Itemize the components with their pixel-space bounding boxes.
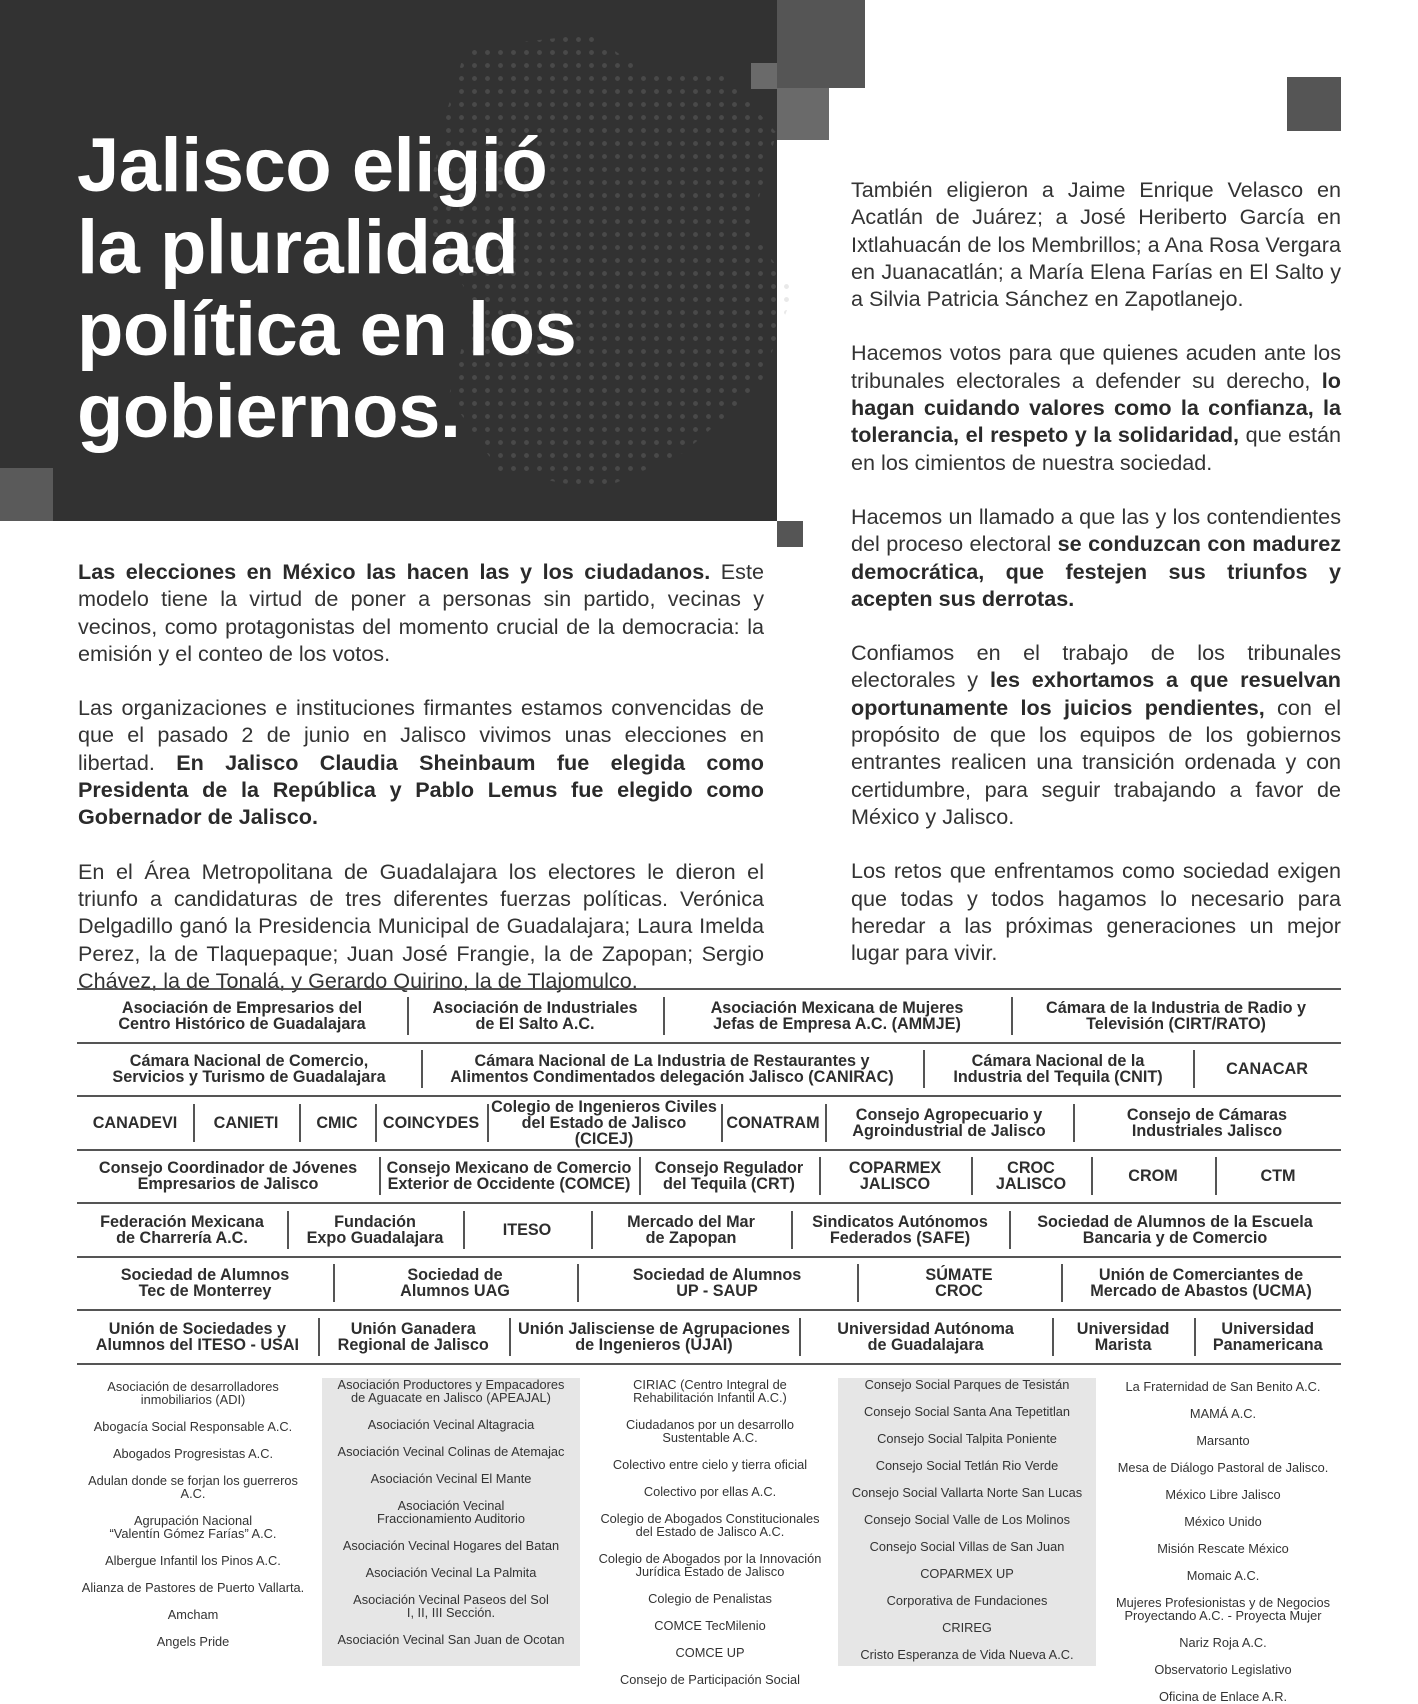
- partner-name-line: Asociación Vecinal Paseos del Sol: [353, 1592, 549, 1607]
- signer-name-line: Bancaria y de Comercio: [1082, 1228, 1268, 1247]
- signer-name-line: Mercado del Mar: [627, 1212, 755, 1231]
- partner-item: [838, 1432, 1096, 1445]
- signer-name: [407, 1000, 663, 1032]
- signer-name-line: Universidad Autónoma: [837, 1319, 1014, 1338]
- right-column: [851, 176, 1341, 993]
- signer-name: [663, 1000, 1011, 1032]
- deco-square: [1287, 77, 1341, 131]
- partner-name-line: Albergue Infantil los Pinos A.C.: [105, 1553, 281, 1568]
- partner-name-line: Asociación Vecinal La Palmita: [365, 1565, 537, 1580]
- partner-name-line: Colegio de Penalistas: [648, 1591, 772, 1606]
- partner-name-line: Fraccionamiento Auditorio: [377, 1511, 525, 1526]
- bold-text: les exhortamos a que resuelvan oportunamente los juicios pendientes,: [851, 667, 1341, 720]
- signer-name-line: Fundación: [334, 1212, 416, 1231]
- partner-list: [322, 1378, 580, 1666]
- signer-name-line: Centro Histórico de Guadalajara: [118, 1014, 366, 1033]
- signer-name-line: Marista: [1094, 1335, 1152, 1354]
- partner-item: [590, 1592, 830, 1605]
- partner-item: [590, 1458, 830, 1471]
- signer-name: [791, 1214, 1009, 1246]
- bold-text: lo hagan cuidando valores como la confianza, la tolerancia, el respeto y la solidaridad,: [851, 367, 1341, 448]
- signer-name-line: Consejo Mexicano de Comercio: [386, 1159, 632, 1178]
- partner-name-line: de Aguacate en Jalisco (APEAJAL): [351, 1390, 551, 1405]
- headline-line: política en los: [77, 287, 577, 372]
- partner-list: [1105, 1378, 1341, 1704]
- signer-name: [971, 1160, 1091, 1192]
- partner-name-line: COPARMEX UP: [920, 1566, 1014, 1581]
- partner-name-line: Angels Pride: [156, 1634, 230, 1649]
- signer-name: [1061, 1267, 1341, 1299]
- signer-name-line: JALISCO: [995, 1175, 1067, 1194]
- paragraph: [851, 857, 1341, 966]
- text: Confiamos en el trabajo de los tribunales electorales y: [851, 640, 1341, 693]
- partner-name-line: Colectivo entre cielo y tierra oficial: [612, 1457, 808, 1472]
- signer-name-line: CROM: [1128, 1167, 1178, 1186]
- partner-item: [590, 1646, 830, 1659]
- partner-name-line: Asociación Vecinal Colinas de Atemajac: [337, 1444, 565, 1459]
- signer-name: [591, 1214, 791, 1246]
- signer-name-line: Unión Ganadera: [350, 1319, 476, 1338]
- text: Hacemos votos para que quienes acuden ante los tribunales electorales a defender su derecho,: [851, 340, 1341, 393]
- signer-name-line: Consejo Coordinador de Jóvenes: [98, 1159, 358, 1178]
- signer-name: [1009, 1214, 1341, 1246]
- partner-name-line: MAMÁ A.C.: [1189, 1406, 1257, 1421]
- signer-name-line: Empresarios de Jalisco: [137, 1175, 319, 1194]
- partner-name-line: México Libre Jalisco: [1165, 1487, 1281, 1502]
- text: Los retos que enfrentamos como sociedad exigen que todas y todos hagamos lo necesario para heredar a las próximas generaciones un mejor lugar para vivir.: [851, 858, 1341, 966]
- signer-name-line: ITESO: [502, 1220, 552, 1239]
- signer-name-line: Industria del Tequila (CNIT): [953, 1068, 1163, 1087]
- text: Este modelo tiene la virtud de poner a personas sin partido, vecinas y vecinos, como protagonistas del momento crucial de la democracia: la emisión y el conteo de los votos.: [78, 559, 764, 666]
- partner-name-line: Ciudadanos por un desarrollo: [626, 1417, 794, 1432]
- partner-item: [590, 1378, 830, 1404]
- signer-name-line: de Ingenieros (UJAI): [575, 1335, 733, 1354]
- partner-name-line: Mujeres Profesionistas y de Negocios: [1115, 1595, 1331, 1610]
- signer-name-line: Universidad: [1076, 1319, 1170, 1338]
- signer-name-line: Tec de Monterrey: [138, 1282, 272, 1301]
- paragraph: [851, 176, 1341, 312]
- signer-name-line: de Zapopan: [645, 1228, 737, 1247]
- partner-name-line: COMCE UP: [675, 1645, 745, 1660]
- partner-item: [1105, 1596, 1341, 1622]
- signers-row: [77, 1097, 1341, 1151]
- partner-item: [77, 1554, 309, 1567]
- partner-name-line: Asociación Productores y Empacadores: [337, 1377, 565, 1392]
- bold-text: En Jalisco Claudia Sheinbaum fue elegida como Presidenta de la República y Pablo Lemus fue elegido como Gobernador de Jalisco.: [78, 749, 764, 830]
- partner-item: [1105, 1380, 1341, 1393]
- signer-name: [487, 1099, 721, 1147]
- signer-name: [1091, 1168, 1215, 1184]
- partner-item: [590, 1619, 830, 1632]
- hero-banner: [0, 0, 777, 521]
- paragraph: [851, 503, 1341, 612]
- partner-name-line: Agrupación Nacional: [133, 1513, 253, 1528]
- text: con el propósito de que los equipos de los gobiernos entrantes realicen una transición ordenada y con certidumbre, para seguir trabajando a favor de México y Jalisco.: [851, 694, 1341, 829]
- partner-item: [322, 1539, 580, 1552]
- signer-name-line: Sociedad de Alumnos: [120, 1266, 290, 1285]
- partner-name-line: Mesa de Diálogo Pastoral de Jalisco.: [1117, 1460, 1329, 1475]
- partner-item: [590, 1512, 830, 1538]
- partner-item: [590, 1418, 830, 1444]
- signer-name-line: Alimentos Condimentados delegación Jalisco (CANIRAC): [450, 1068, 894, 1087]
- signer-name: [639, 1160, 819, 1192]
- partner-item: [1105, 1488, 1341, 1501]
- paragraph: [851, 639, 1341, 830]
- partner-item: [838, 1648, 1096, 1661]
- signer-name: [299, 1115, 375, 1131]
- signer-name: [77, 1267, 333, 1299]
- partner-item: [322, 1499, 580, 1525]
- text: También eligieron a Jaime Enrique Velasco en Acatlán de Juárez; a José Heriberto García en Ixtlahuacán de los Membrillos; a Ana Rosa Vergara en Juanacatlán; a María Elena Farías en El Salto y a Silvia Patricia Sánchez en Zapotlanejo.: [851, 177, 1341, 312]
- deco-square: [0, 468, 53, 521]
- signer-name-line: Sindicatos Autónomos: [812, 1212, 988, 1231]
- partner-list: [590, 1377, 830, 1687]
- partner-item: [322, 1445, 580, 1458]
- partner-item: [838, 1567, 1096, 1580]
- signer-name-line: del Tequila (CRT): [663, 1175, 795, 1194]
- partner-item: [77, 1474, 309, 1500]
- partner-name-line: Asociación Vecinal San Juan de Ocotan: [337, 1632, 565, 1647]
- signer-name: [1073, 1107, 1341, 1139]
- signer-name-line: CROC: [1007, 1159, 1055, 1178]
- signer-name-line: Regional de Jalisco: [337, 1335, 489, 1354]
- deco-square: [777, 521, 803, 547]
- signer-name: [375, 1115, 487, 1131]
- signer-name-line: CANACAR: [1226, 1060, 1308, 1079]
- signer-name-line: Universidad: [1221, 1319, 1315, 1338]
- partner-name-line: Momaic A.C.: [1186, 1568, 1260, 1583]
- partner-name-line: Cristo Esperanza de Vida Nueva A.C.: [860, 1647, 1074, 1662]
- partner-item: [1105, 1407, 1341, 1420]
- signer-name: [287, 1214, 463, 1246]
- partner-name-line: Amcham: [167, 1607, 219, 1622]
- signer-name: [1193, 1061, 1341, 1077]
- partner-name-line: Abogacía Social Responsable A.C.: [93, 1419, 293, 1434]
- signer-name: [923, 1053, 1193, 1085]
- deco-square: [777, 88, 829, 140]
- partner-item: [838, 1459, 1096, 1472]
- paragraph: [851, 339, 1341, 475]
- partner-name-line: Rehabilitación Infantil A.C.): [633, 1390, 787, 1405]
- partner-name-line: Alianza de Pastores de Puerto Vallarta.: [81, 1580, 305, 1595]
- partner-name-line: Consejo Social Talpita Poniente: [877, 1431, 1057, 1446]
- signer-name: [463, 1222, 591, 1238]
- signer-name: [421, 1053, 923, 1085]
- signers-table: [77, 988, 1341, 1365]
- text: En el Área Metropolitana de Guadalajara los electores le dieron el triunfo a candidaturas de tres diferentes fuerzas políticas. Verónica Delgadillo ganó la Presidencia Municipal de Guadalajara; Laura Imelda Perez, la de Tlaquepaque; Juan José Frangie, la de Zapopan; Sergio Chávez, la de Tonalá, y Gerardo Quirino, la de Tlajomulco.: [78, 858, 764, 993]
- signer-name-line: Sociedad de Alumnos: [632, 1266, 802, 1285]
- partner-item: [322, 1472, 580, 1485]
- partner-item: [1105, 1542, 1341, 1555]
- signer-name-line: Federados (SAFE): [829, 1228, 971, 1247]
- signer-name: [509, 1321, 800, 1353]
- signer-name-line: Jefas de Empresa A.C. (AMMJE): [713, 1014, 961, 1033]
- signer-name: [77, 1000, 407, 1032]
- partner-name-line: del Estado de Jalisco A.C.: [635, 1524, 785, 1539]
- signer-name: [77, 1214, 287, 1246]
- partner-name-line: “Valentín Gómez Farías” A.C.: [109, 1526, 277, 1541]
- signer-name-line: Asociación de Empresarios del: [121, 998, 363, 1017]
- partner-item: [838, 1513, 1096, 1526]
- signers-row: [77, 1151, 1341, 1205]
- partner-name-line: Nariz Roja A.C.: [1179, 1635, 1267, 1650]
- headline-line: la pluralidad: [77, 205, 519, 290]
- signer-name: [1011, 1000, 1341, 1032]
- partner-item: [77, 1380, 309, 1406]
- partner-item: [322, 1593, 580, 1619]
- paragraph: [78, 858, 764, 994]
- signer-name-line: COINCYDES: [382, 1113, 480, 1132]
- signer-name-line: CTM: [1260, 1167, 1296, 1186]
- text: que están en los cimientos de nuestra sociedad.: [851, 422, 1341, 475]
- partner-name-line: COMCE TecMilenio: [654, 1618, 766, 1633]
- signer-name: [819, 1160, 971, 1192]
- text: Las organizaciones e instituciones firmantes estamos convencidas de que el pasado 2 de junio en Jalisco vivimos unas elecciones en libertad.: [78, 695, 764, 775]
- partner-item: [838, 1378, 1096, 1391]
- signer-name-line: Mercado de Abastos (UCMA): [1090, 1282, 1312, 1301]
- partner-name-line: Proyectando A.C. - Proyecta Mujer: [1124, 1608, 1322, 1623]
- partner-item: [1105, 1663, 1341, 1676]
- partner-item: [590, 1485, 830, 1498]
- partner-name-line: Corporativa de Fundaciones: [886, 1593, 1048, 1608]
- signer-name-line: de El Salto A.C.: [475, 1014, 595, 1033]
- partner-item: [77, 1608, 309, 1621]
- signer-name: [577, 1267, 857, 1299]
- signer-name: [77, 1053, 421, 1085]
- signers-row: [77, 1044, 1341, 1098]
- deco-square: [751, 63, 777, 89]
- signer-name-line: de Charrería A.C.: [116, 1228, 248, 1247]
- signer-name-line: Sociedad de: [407, 1266, 503, 1285]
- signer-name-line: Unión Jalisciense de Agrupaciones: [518, 1319, 790, 1338]
- partner-name-line: Colectivo por ellas A.C.: [643, 1484, 777, 1499]
- signer-name-line: CMIC: [316, 1113, 358, 1132]
- partner-name-line: inmobiliarios (ADI): [140, 1392, 246, 1407]
- partner-list: [838, 1378, 1096, 1666]
- signer-name-line: SÚMATE: [925, 1266, 993, 1285]
- signer-name: [721, 1115, 825, 1131]
- partner-item: [838, 1540, 1096, 1553]
- partner-item: [1105, 1515, 1341, 1528]
- partner-name-line: Oficina de Enlace A.R.: [1158, 1689, 1288, 1704]
- signer-name-line: Exterior de Occidente (COMCE): [387, 1175, 631, 1194]
- signers-row: [77, 990, 1341, 1044]
- partner-item: [77, 1447, 309, 1460]
- signer-name-line: CONATRAM: [726, 1113, 820, 1132]
- partner-item: [322, 1418, 580, 1431]
- partner-item: [838, 1621, 1096, 1634]
- signer-name-line: Consejo Regulador: [654, 1159, 804, 1178]
- partner-item: [77, 1581, 309, 1594]
- signer-name-line: CANADEVI: [92, 1113, 178, 1132]
- partner-item: [1105, 1569, 1341, 1582]
- partner-name-line: Colegio de Abogados por la Innovación: [598, 1551, 822, 1566]
- partner-item: [590, 1673, 830, 1686]
- partner-item: [838, 1405, 1096, 1418]
- partner-name-line: CIRIAC (Centro Integral de: [633, 1377, 787, 1392]
- partner-name-line: Asociación Vecinal El Mante: [370, 1471, 532, 1486]
- partner-item: [1105, 1636, 1341, 1649]
- signers-row: [77, 1258, 1341, 1312]
- signer-name-line: Consejo de Cámaras: [1126, 1105, 1288, 1124]
- signer-name: [379, 1160, 639, 1192]
- signer-name: [77, 1160, 379, 1192]
- signer-name-line: Cámara Nacional de la: [971, 1052, 1145, 1071]
- partner-item: [322, 1633, 580, 1646]
- partner-name-line: Marsanto: [1196, 1433, 1250, 1448]
- signer-name-line: Consejo Agropecuario y: [855, 1105, 1043, 1124]
- signer-name: [318, 1321, 509, 1353]
- signer-name-line: Sociedad de Alumnos de la Escuela: [1037, 1212, 1313, 1231]
- partner-name-line: Consejo de Participación Social: [620, 1672, 800, 1687]
- partner-name-line: Asociación de desarrolladores: [107, 1379, 279, 1394]
- signer-name: [77, 1321, 318, 1353]
- partner-name-line: Consejo Social Vallarta Norte San Lucas: [851, 1485, 1083, 1500]
- paragraph: [78, 694, 764, 830]
- partner-item: [590, 1552, 830, 1578]
- signer-name: [825, 1107, 1073, 1139]
- signer-name: [193, 1115, 299, 1131]
- signer-name-line: Asociación Mexicana de Mujeres: [710, 998, 964, 1017]
- signer-name-line: del Estado de Jalisco (CICEJ): [521, 1113, 687, 1148]
- partner-name-line: Asociación Vecinal Altagracia: [367, 1417, 535, 1432]
- partner-item: [322, 1566, 580, 1579]
- bold-text: Las elecciones en México las hacen las y los ciudadanos.: [78, 559, 711, 584]
- signer-name-line: Agroindustrial de Jalisco: [852, 1121, 1046, 1140]
- signer-name-line: Panamericana: [1212, 1335, 1323, 1354]
- signer-name: [799, 1321, 1051, 1353]
- signer-name: [77, 1115, 193, 1131]
- signer-name-line: Televisión (CIRT/RATO): [1086, 1014, 1266, 1033]
- signer-name: [1194, 1321, 1341, 1353]
- partner-name-line: Consejo Social Valle de Los Molinos: [863, 1512, 1071, 1527]
- partner-name-line: Consejo Social Santa Ana Tepetitlan: [863, 1404, 1071, 1419]
- partner-name-line: Sustentable A.C.: [662, 1430, 758, 1445]
- signer-name-line: CROC: [935, 1282, 983, 1301]
- partner-name-line: Jurídica Estado de Jalisco: [635, 1564, 785, 1579]
- signer-name: [1215, 1168, 1341, 1184]
- signer-name: [333, 1267, 577, 1299]
- signers-row: [77, 1204, 1341, 1258]
- signer-name-line: Cámara Nacional de Comercio,: [129, 1052, 369, 1071]
- signer-name-line: UP - SAUP: [676, 1282, 758, 1301]
- partner-name-line: Consejo Social Tetlán Rio Verde: [875, 1458, 1059, 1473]
- partner-name-line: Abogados Progresistas A.C.: [112, 1446, 274, 1461]
- bold-text: se conduzcan con madurez democrática, que festejen sus triunfos y acepten sus derrotas.: [851, 531, 1341, 611]
- partner-item: [77, 1635, 309, 1648]
- text: Hacemos un llamado a que las y los contendientes del proceso electoral: [851, 503, 1341, 557]
- signer-name-line: Alumnos UAG: [400, 1282, 510, 1301]
- partner-name-line: México Unido: [1184, 1514, 1262, 1529]
- signer-name-line: Cámara Nacional de La Industria de Restaurantes y: [474, 1052, 870, 1071]
- signer-name-line: Colegio de Ingenieros Civiles: [491, 1097, 717, 1116]
- signer-name: [1052, 1321, 1195, 1353]
- signer-name: [857, 1267, 1061, 1299]
- signer-name-line: Unión de Sociedades y: [108, 1319, 287, 1338]
- partner-name-line: CRIREG: [942, 1620, 992, 1635]
- signer-name-line: Alumnos del ITESO - USAI: [95, 1335, 300, 1354]
- partner-name-line: Asociación Vecinal: [397, 1498, 505, 1513]
- signer-name-line: Unión de Comerciantes de: [1098, 1266, 1304, 1285]
- partner-name-line: Consejo Social Villas de San Juan: [869, 1539, 1065, 1554]
- headline-line: gobiernos.: [77, 369, 461, 454]
- partner-name-line: Colegio de Abogados Constitucionales: [600, 1511, 820, 1526]
- signers-row: [77, 1311, 1341, 1365]
- signer-name-line: de Guadalajara: [867, 1335, 984, 1354]
- signer-name-line: Expo Guadalajara: [306, 1228, 444, 1247]
- signer-name-line: COPARMEX: [848, 1159, 942, 1178]
- signer-name-line: JALISCO: [859, 1175, 931, 1194]
- partner-item: [1105, 1434, 1341, 1447]
- headline: [77, 125, 737, 453]
- partner-list: [77, 1378, 309, 1666]
- signer-name-line: CANIETI: [213, 1113, 279, 1132]
- partner-item: [77, 1514, 309, 1540]
- partner-item: [1105, 1461, 1341, 1474]
- headline-line: Jalisco eligió: [77, 123, 548, 208]
- signer-name-line: Federación Mexicana: [100, 1212, 264, 1231]
- signer-name-line: Servicios y Turismo de Guadalajara: [112, 1068, 386, 1087]
- partner-name-line: Asociación Vecinal Hogares del Batan: [342, 1538, 560, 1553]
- partner-name-line: Misión Rescate México: [1157, 1541, 1289, 1556]
- partner-name-line: Adulan donde se forjan los guerreros A.C.: [88, 1473, 298, 1501]
- partner-name-line: Observatorio Legislativo: [1154, 1662, 1292, 1677]
- left-column: [78, 558, 764, 1021]
- signer-name-line: Cámara de la Industria de Radio y: [1046, 998, 1306, 1017]
- signer-name-line: Industriales Jalisco: [1131, 1121, 1283, 1140]
- partner-item: [77, 1420, 309, 1433]
- partner-item: [1105, 1690, 1341, 1703]
- partner-item: [838, 1486, 1096, 1499]
- partner-item: [838, 1594, 1096, 1607]
- signer-name-line: Asociación de Industriales: [432, 998, 638, 1017]
- partner-name-line: La Fraternidad de San Benito A.C.: [1125, 1379, 1321, 1394]
- partner-item: [322, 1378, 580, 1404]
- partner-name-line: Consejo Social Parques de Tesistán: [864, 1377, 1070, 1392]
- paragraph: [78, 558, 764, 667]
- deco-square: [777, 0, 865, 88]
- partner-name-line: I, II, III Sección.: [406, 1605, 496, 1620]
